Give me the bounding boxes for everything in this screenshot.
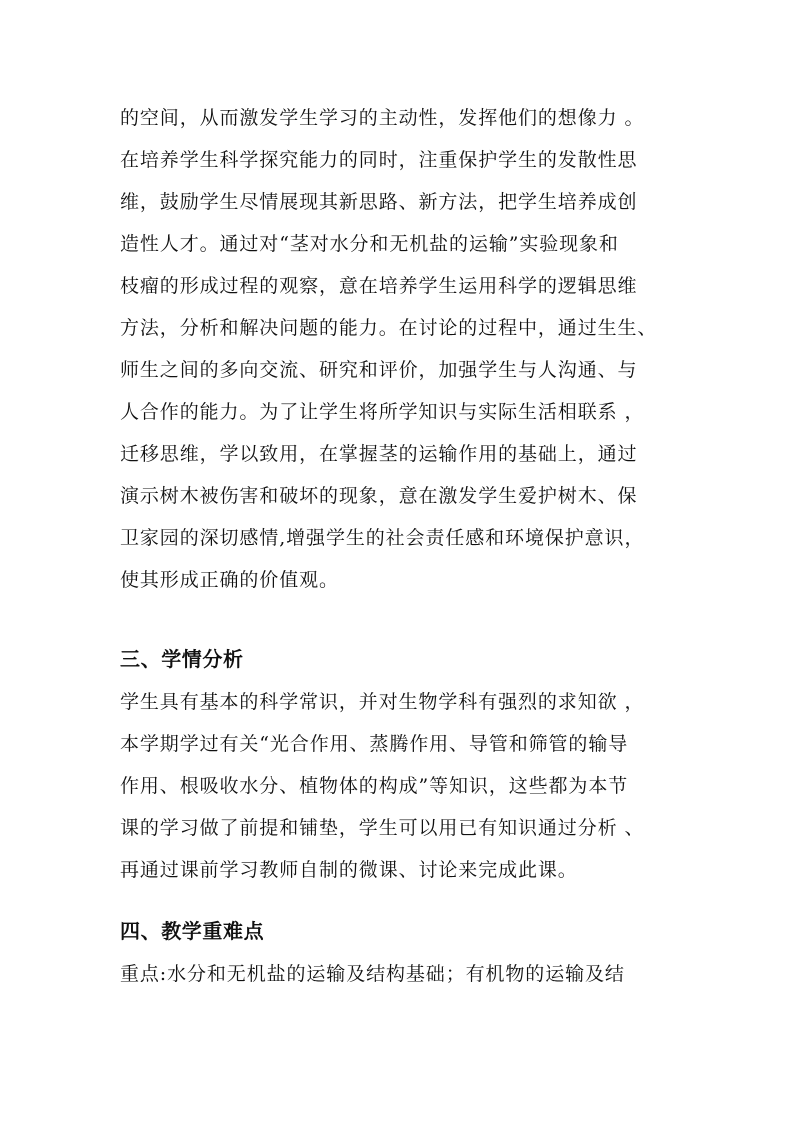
text-line: 学生具有基本的科学常识，并对生物学科有强烈的求知欲 ，	[120, 691, 645, 713]
text-line: 人合作的能力。为了让学生将所学知识与实际生活相联系 ，	[120, 401, 645, 423]
text-line: 再通过课前学习教师自制的微课、讨论来完成此课。	[120, 859, 578, 881]
section-heading: 四、教学重难点	[120, 919, 265, 943]
text-line: 重点:水分和无机盐的运输及结构基础；有机物的运输及结	[120, 963, 625, 985]
text-line: 方法，分析和解决问题的能力。在讨论的过程中，通过生生、	[120, 317, 658, 339]
text-line: 维，鼓励学生尽情展现其新思路、新方法，把学生培养成创	[120, 191, 638, 213]
text-line: 使其形成正确的价值观。	[120, 569, 339, 591]
text-line: 作用、根吸收水分、植物体的构成”等知识，这些都为本节	[120, 775, 629, 797]
text-line: 师生之间的多向交流、研究和评价，加强学生与人沟通、与	[120, 359, 638, 381]
text-line: 课的学习做了前提和铺垫，学生可以用已有知识通过分析 、	[120, 817, 645, 839]
text-line: 造性人才。通过对“茎对水分和无机盐的运输”实验现象和	[120, 233, 619, 255]
text-line: 枝瘤的形成过程的观察，意在培养学生运用科学的逻辑思维	[120, 275, 638, 297]
section-heading: 三、学情分析	[120, 647, 244, 671]
text-line: 卫家园的深切感情,增强学生的社会责任感和环境保护意识，	[120, 527, 645, 549]
text-line: 迁移思维，学以致用，在掌握茎的运输作用的基础上，通过	[120, 443, 638, 465]
text-line: 的空间，从而激发学生学习的主动性，发挥他们的想像力 。	[120, 107, 645, 129]
text-line: 本学期学过有关“光合作用、蒸腾作用、导管和筛管的输导	[120, 733, 629, 755]
text-line: 在培养学生科学探究能力的同时，注重保护学生的发散性思	[120, 149, 638, 171]
text-line: 演示树木被伤害和破坏的现象，意在激发学生爱护树木、保	[120, 485, 638, 507]
